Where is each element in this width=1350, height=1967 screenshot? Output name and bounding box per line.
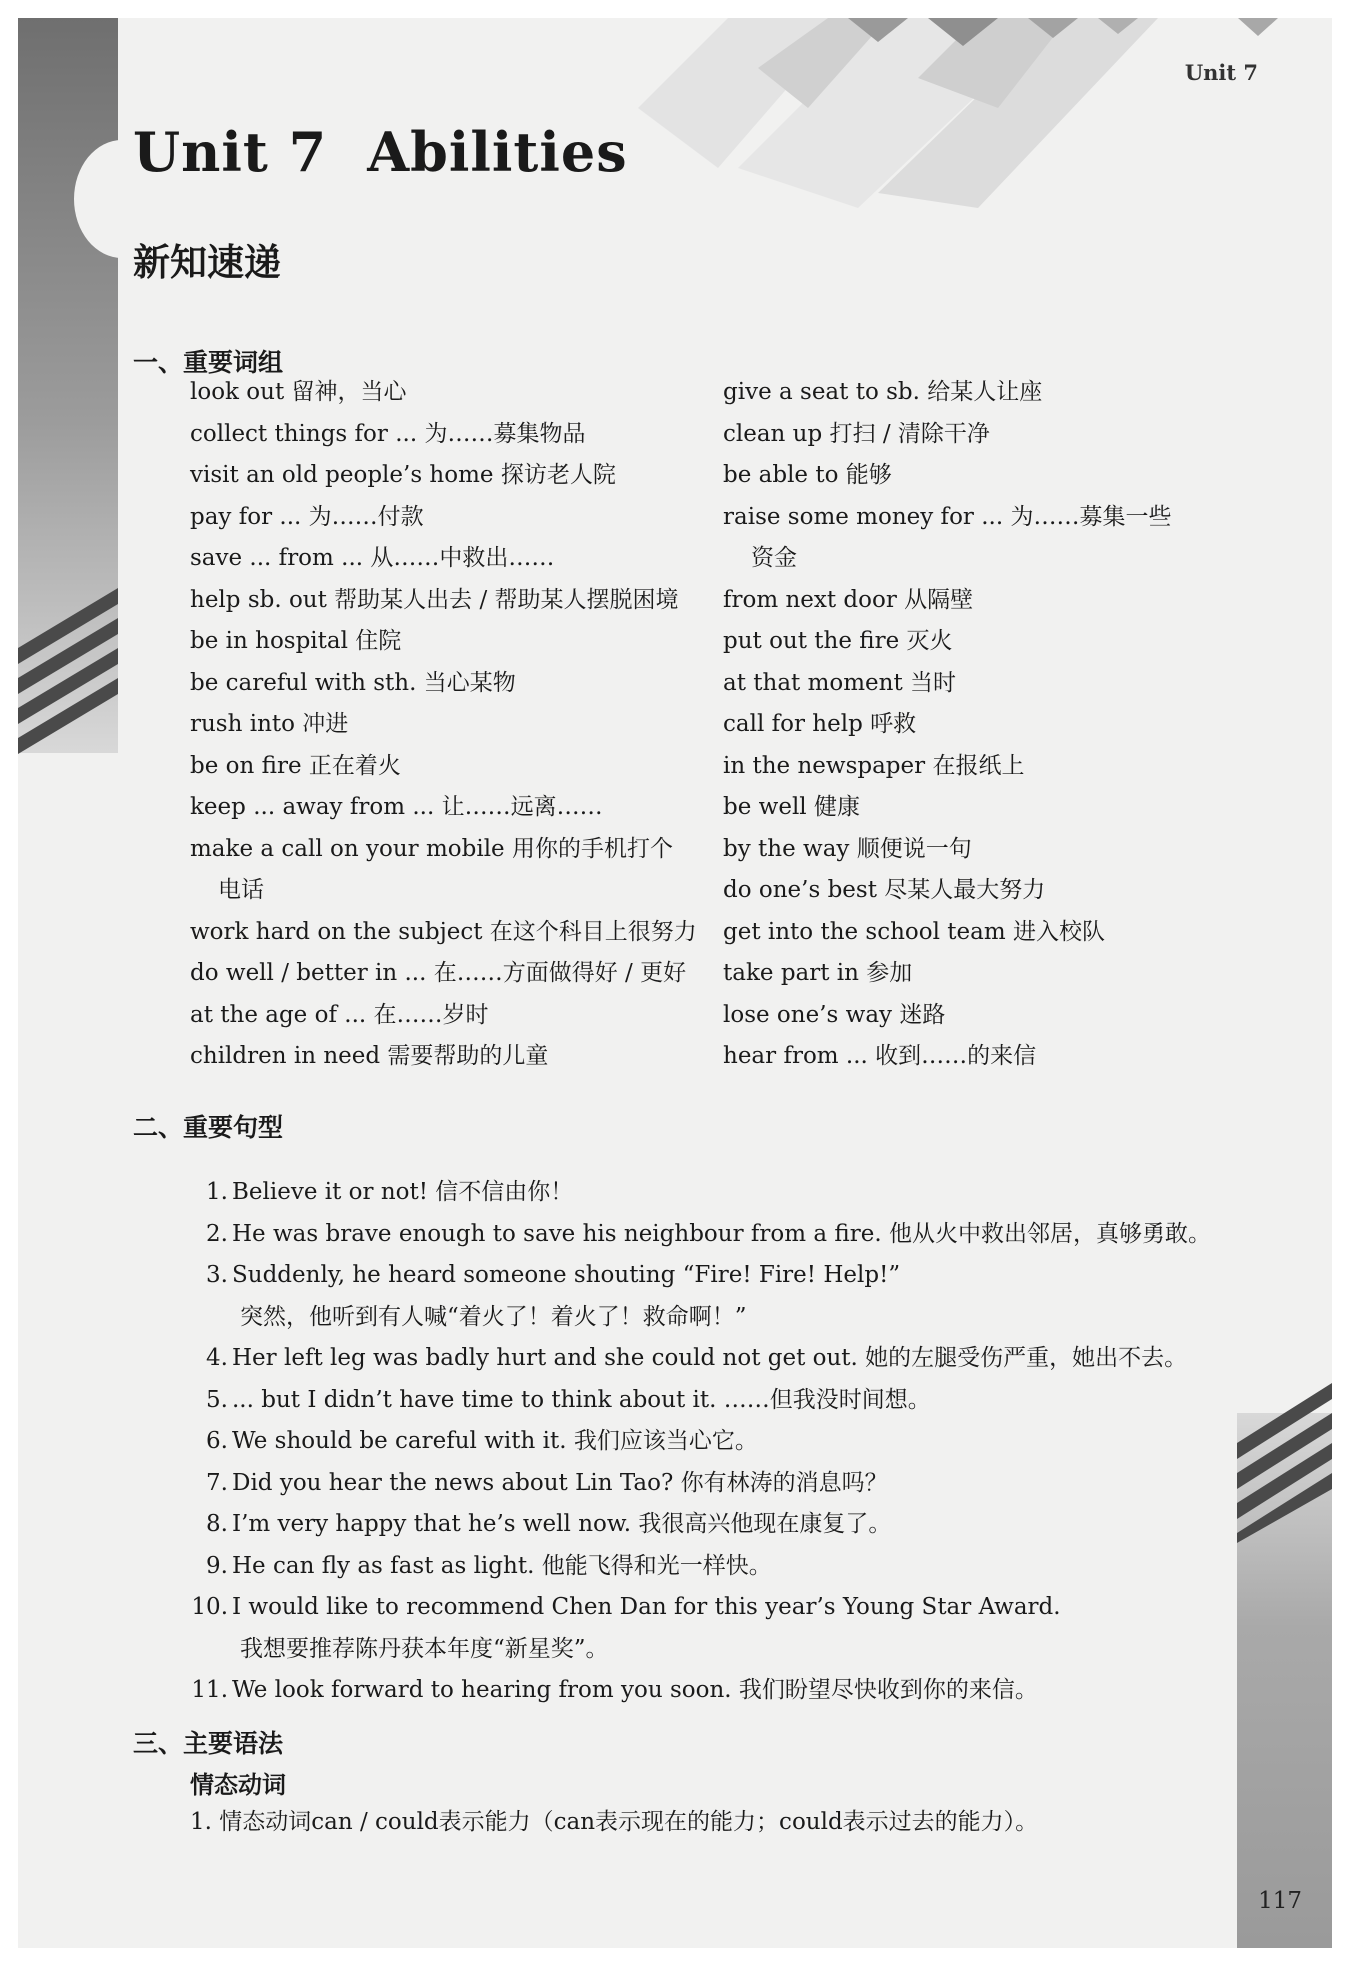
sentence-item xyxy=(190,1546,1270,1588)
phrases-heading: 一、重要词组 xyxy=(133,348,284,377)
phrase-item: call for help 呼救 xyxy=(723,711,917,737)
sentence-item xyxy=(190,1214,1270,1256)
sentence-number: 10. xyxy=(191,1594,228,1620)
page-number: 117 xyxy=(1258,1888,1302,1914)
phrase-item: be careful with sth. 当心某物 xyxy=(190,669,516,696)
grammar-heading: 三、主要语法 xyxy=(133,1729,284,1758)
sentence-number: 1. xyxy=(206,1179,228,1205)
sentence-text: He was brave enough to save his neighbour from a fire. 他从火中救出邻居，真够勇敢。 xyxy=(232,1220,1211,1247)
phrase-item: by the way 顺便说一句 xyxy=(723,835,972,862)
phrase-item: be able to 能够 xyxy=(723,462,892,488)
phrase-text: make a call on your mobile 用你的手机打个 xyxy=(190,835,673,862)
sentence-number: 8. xyxy=(206,1511,228,1537)
sentence-text: We should be careful with it. 我们应该当心它。 xyxy=(232,1428,758,1454)
unit-name: Abilities xyxy=(367,120,628,184)
sentence-text: We look forward to hearing from you soon. 我们盼望尽快收到你的来信。 xyxy=(232,1677,1038,1703)
phrase-item: collect things for ... 为……募集物品 xyxy=(190,420,586,447)
phrase-item: lose one’s way 迷路 xyxy=(723,1001,946,1028)
sentence-number: 6. xyxy=(206,1428,228,1454)
left-diagonal-stripes xyxy=(18,588,128,778)
sentence-text: Believe it or not! 信不信由你！ xyxy=(232,1179,574,1205)
grammar-subheading: 情态动词 xyxy=(190,1771,286,1799)
phrase-item: work hard on the subject 在这个科目上很努力 xyxy=(190,918,697,945)
phrase-item: look out 留神，当心 xyxy=(190,379,407,405)
running-header: Unit 7 xyxy=(1184,60,1258,85)
unit-title xyxy=(133,120,628,184)
phrase-item: give a seat to sb. 给某人让座 xyxy=(723,379,1043,405)
phrase-item: in the newspaper 在报纸上 xyxy=(723,752,1025,779)
sentence-item xyxy=(190,1670,1270,1712)
phrase-item: save ... from ... 从……中救出…… xyxy=(190,545,555,571)
unit-number: Unit 7 xyxy=(133,120,328,184)
phrase-continuation: 电话 xyxy=(218,877,264,903)
sentence-translation: 我想要推荐陈丹获本年度“新星奖”。 xyxy=(240,1635,609,1662)
phrase-item xyxy=(723,497,1243,580)
sentence-number: 5. xyxy=(206,1386,228,1413)
phrase-continuation: 资金 xyxy=(751,545,797,571)
phrase-item: get into the school team 进入校队 xyxy=(723,918,1105,945)
sentence-item xyxy=(190,1421,1270,1463)
phrase-item: children in need 需要帮助的儿童 xyxy=(190,1043,549,1069)
sentence-text: Her left leg was badly hurt and she could not get out. 她的左腿受伤严重，她出不去。 xyxy=(232,1345,1188,1371)
sentence-list xyxy=(190,1172,1270,1712)
sentence-text: Did you hear the news about Lin Tao? 你有林涛的消息吗？ xyxy=(232,1469,888,1496)
phrase-item: be in hospital 住院 xyxy=(190,628,402,654)
phrase-text: raise some money for ... 为……募集一些 xyxy=(723,503,1172,530)
sentences-heading: 二、重要句型 xyxy=(133,1113,284,1142)
sentence-item xyxy=(190,1504,1270,1546)
sentence-item xyxy=(190,1255,1270,1338)
sentence-item xyxy=(190,1380,1270,1422)
phrase-item: rush into 冲进 xyxy=(190,711,349,737)
phrase-item: take part in 参加 xyxy=(723,960,913,986)
sentence-number: 11. xyxy=(191,1677,228,1703)
phrase-item: be well 健康 xyxy=(723,794,860,820)
phrase-item: do one’s best 尽某人最大努力 xyxy=(723,877,1046,903)
sentence-item xyxy=(190,1463,1270,1505)
phrase-item: from next door 从隔壁 xyxy=(723,586,974,613)
phrase-item: be on fire 正在着火 xyxy=(190,752,401,779)
phrase-item: at the age of ... 在……岁时 xyxy=(190,1001,489,1028)
phrase-item: at that moment 当时 xyxy=(723,669,957,696)
sentence-number: 7. xyxy=(206,1469,228,1496)
phrase-item xyxy=(190,829,710,912)
sentence-text: Suddenly, he heard someone shouting “Fire! Fire! Help!” xyxy=(232,1262,901,1288)
sentence-item xyxy=(190,1587,1270,1670)
sentence-number: 4. xyxy=(206,1345,228,1371)
phrase-item: do well / better in ... 在……方面做得好 / 更好 xyxy=(190,960,687,986)
phrases-right-column xyxy=(723,372,1243,1078)
sentence-number: 3. xyxy=(206,1262,228,1288)
phrase-item: visit an old people’s home 探访老人院 xyxy=(190,462,616,488)
sentence-item xyxy=(190,1172,1270,1214)
sentence-translation: 突然，他听到有人喊“着火了！着火了！救命啊！” xyxy=(240,1303,747,1330)
phrase-item: clean up 打扫 / 清除干净 xyxy=(723,420,990,447)
sentence-item xyxy=(190,1338,1270,1380)
phrase-item: hear from ... 收到……的来信 xyxy=(723,1043,1037,1069)
phrase-item: help sb. out 帮助某人出去 / 帮助某人摆脱困境 xyxy=(190,586,679,613)
sentence-text: He can fly as fast as light. 他能飞得和光一样快。 xyxy=(232,1552,772,1579)
phrases-left-column xyxy=(190,372,710,1078)
top-diamond-decoration xyxy=(598,18,1318,208)
sentence-number: 9. xyxy=(206,1552,228,1579)
phrase-item: pay for ... 为……付款 xyxy=(190,503,424,530)
phrase-item: keep ... away from ... 让……远离…… xyxy=(190,794,603,820)
sentence-number: 2. xyxy=(206,1220,228,1247)
sentence-text: ... but I didn’t have time to think about it. ……但我没时间想。 xyxy=(232,1386,931,1413)
section-title: 新知速递 xyxy=(133,241,281,284)
sentence-text: I would like to recommend Chen Dan for this year’s Young Star Award. xyxy=(232,1594,1061,1620)
phrase-item: put out the fire 灭火 xyxy=(723,628,953,654)
grammar-item: 1. 情态动词can / could表示能力（can表示现在的能力；could表示过去的能力）。 xyxy=(190,1809,1039,1835)
sentence-text: I’m very happy that he’s well now. 我很高兴他现在康复了。 xyxy=(232,1511,892,1537)
